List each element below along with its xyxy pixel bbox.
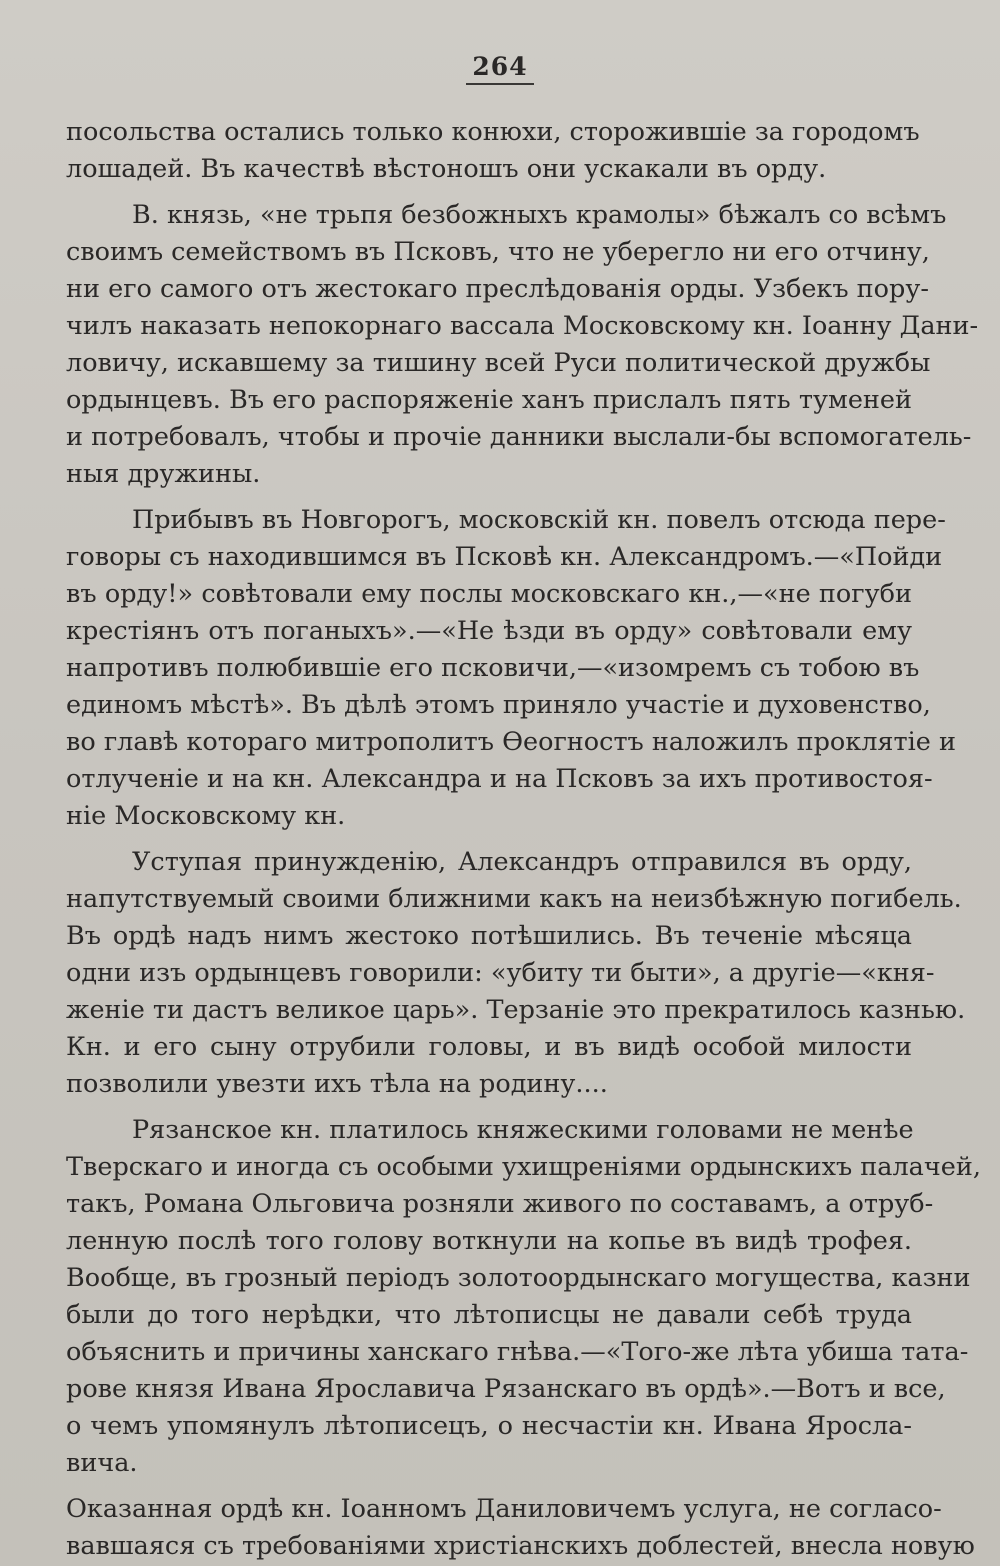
text-line: позволили увезти ихъ тѣла на родину.... (66, 1069, 608, 1099)
text-line: ленную послѣ того голову воткнули на копье въ видѣ трофея. (66, 1226, 912, 1256)
paragraph (66, 1491, 975, 1565)
text-line: единомъ мѣстѣ». Въ дѣлѣ этомъ приняло участіе и духовенство, (66, 690, 931, 720)
text-line: вавшаяся съ требованіями христіанскихъ доблестей, внесла новую (66, 1531, 975, 1561)
text-line: рове князя Ивана Ярославича Рязанскаго въ ордѣ».—Вотъ и все, (66, 1374, 946, 1404)
text-line: Прибывъ въ Новгорогъ, московскій кн. повелъ отсюда пере- (132, 505, 946, 535)
paragraph-gap (66, 1103, 912, 1112)
text-line: объяснить и причины ханскаго гнѣва.—«Того-же лѣта убиша тата- (66, 1337, 969, 1367)
text-line: крестіянъ отъ поганыхъ».—«Не ѣзди въ орду» совѣтовали ему (66, 616, 912, 646)
text-line: и потребовалъ, чтобы и прочіе данники выслали-бы вспомогатель- (66, 422, 972, 452)
text-line: вича. (66, 1448, 138, 1478)
paragraph (66, 1112, 981, 1482)
text-line: Вообще, въ грозный періодъ золотоордынскаго могущества, казни (66, 1263, 971, 1293)
page-text (66, 114, 981, 1565)
text-line: посольства остались только конюхи, сторожившіе за городомъ (66, 117, 920, 147)
paragraph-gap (66, 835, 912, 844)
page-number: 264 (0, 52, 1000, 85)
text-line: отлученіе и на кн. Александра и на Псковъ за ихъ противостоя- (66, 764, 933, 794)
paragraph-gap (66, 1482, 912, 1491)
text-line: ни его самого отъ жестокаго преслѣдованія орды. Узбекъ пору- (66, 274, 929, 304)
text-line: своимъ семействомъ въ Псковъ, что не уберегло ни его отчину, (66, 237, 930, 267)
text-line: ловичу, искавшему за тишину всей Руси политической дружбы (66, 348, 931, 378)
paragraph (66, 844, 966, 1103)
text-line: напротивъ полюбившіе его псковичи,—«изомремъ съ тобою въ (66, 653, 920, 683)
paragraph (66, 114, 920, 188)
text-line: Рязанское кн. платилось княжескими головами не менѣе (132, 1115, 914, 1145)
text-line: В. князь, «не трьпя безбожныхъ крамолы» бѣжалъ со всѣмъ (132, 200, 947, 230)
text-line: Тверскаго и иногда съ особыми ухищреніями ордынскихъ палачей, (66, 1152, 981, 1182)
text-line: были до того нерѣдки, что лѣтописцы не давали себѣ труда (66, 1300, 912, 1330)
paragraph (66, 197, 979, 493)
text-line: одни изъ ордынцевъ говорили: «убиту ти быти», а другіе—«кня- (66, 958, 935, 988)
text-line: о чемъ упомянулъ лѣтописецъ, о несчастіи кн. Ивана Яросла- (66, 1411, 912, 1441)
paragraph (66, 502, 956, 835)
text-line: говоры съ находившимся въ Псковѣ кн. Александромъ.—«Пойди (66, 542, 943, 572)
text-line: ордынцевъ. Въ его распоряженіе ханъ прислалъ пять туменей (66, 385, 912, 415)
text-line: лошадей. Въ качествѣ вѣстоношъ они ускакали въ орду. (66, 154, 827, 184)
text-line: ніе Московскому кн. (66, 801, 346, 831)
text-line: Кн. и его сыну отрубили головы, и въ видѣ особой милости (66, 1032, 912, 1062)
paragraph-gap (66, 188, 912, 197)
text-line: Оказанная ордѣ кн. Іоанномъ Даниловичемъ услуга, не согласо- (66, 1494, 942, 1524)
text-line: такъ, Романа Ольговича розняли живого по составамъ, а отруб- (66, 1189, 934, 1219)
text-line: въ орду!» совѣтовали ему послы московскаго кн.,—«не погуби (66, 579, 912, 609)
text-line: напутствуемый своими ближними какъ на неизбѣжную погибель. (66, 884, 962, 914)
text-line: во главѣ котораго митрополитъ Ѳеогностъ наложилъ проклятіе и (66, 727, 956, 757)
paragraph-gap (66, 493, 912, 502)
text-line: чилъ наказать непокорнаго вассала Московскому кн. Іоанну Дани- (66, 311, 979, 341)
text-line: Уступая принужденію, Александръ отправился въ орду, (132, 847, 912, 877)
text-line: Въ ордѣ надъ нимъ жестоко потѣшились. Въ теченіе мѣсяца (66, 921, 912, 951)
text-line: женіе ти дастъ великое царь». Терзаніе это прекратилось казнью. (66, 995, 966, 1025)
text-line: ныя дружины. (66, 459, 261, 489)
